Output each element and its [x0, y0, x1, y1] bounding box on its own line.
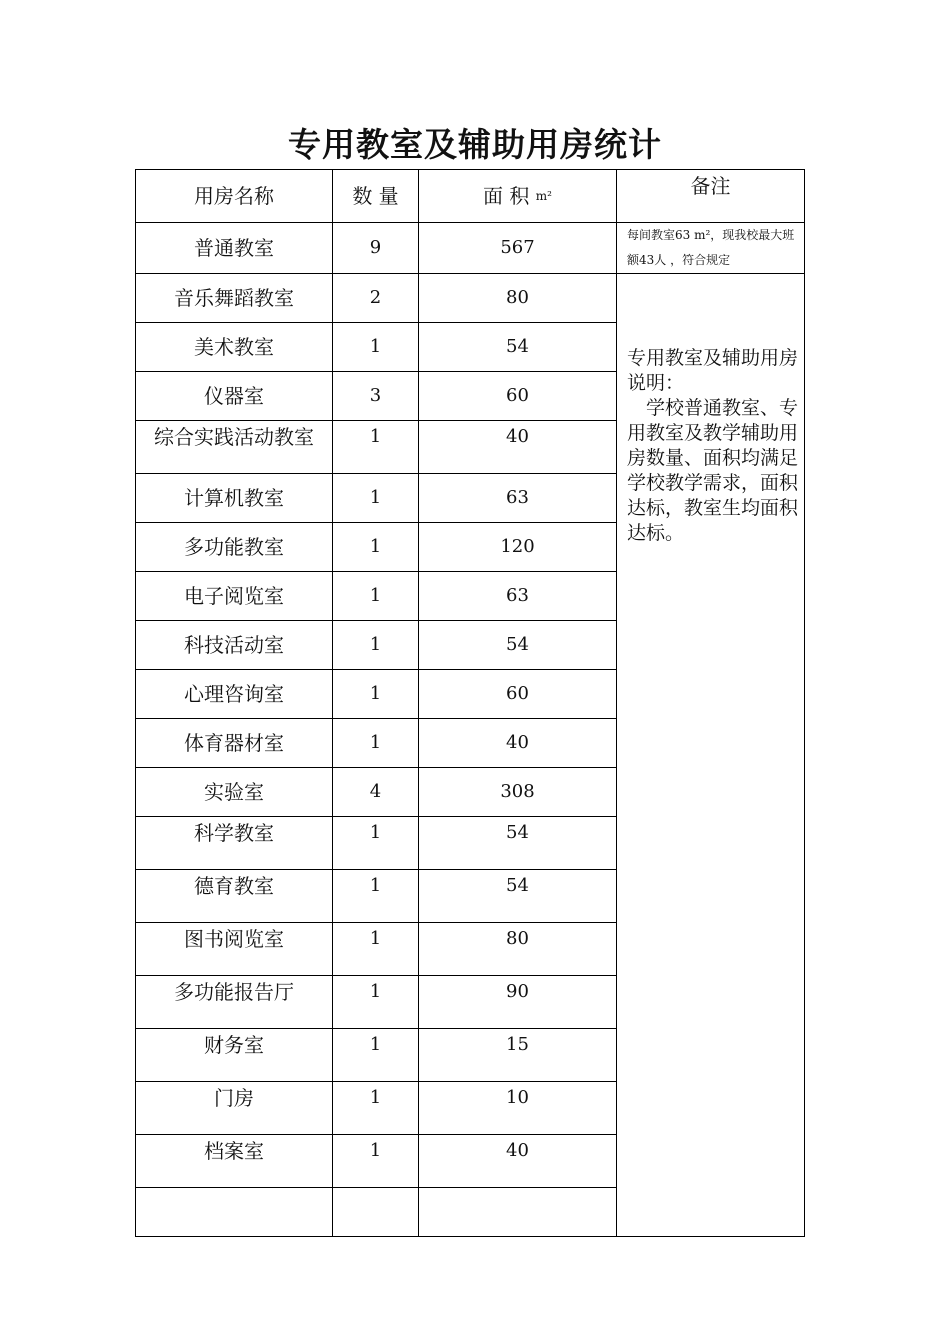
room-name-cell: 体育器材室	[136, 719, 333, 768]
room-name-cell: 财务室	[136, 1029, 333, 1082]
room-area-cell: 15	[419, 1029, 617, 1082]
room-count-cell: 1	[333, 923, 419, 976]
room-area-cell: 63	[419, 474, 617, 523]
room-count-cell: 1	[333, 976, 419, 1029]
room-name-cell: 科技活动室	[136, 621, 333, 670]
room-area-cell: 60	[419, 372, 617, 421]
room-name-cell	[136, 1188, 333, 1237]
room-count-cell	[333, 1188, 419, 1237]
header-note: 备注	[617, 170, 805, 223]
header-count: 数 量	[333, 170, 419, 223]
room-name-cell: 心理咨询室	[136, 670, 333, 719]
room-count-cell: 1	[333, 474, 419, 523]
header-area-label: 面 积	[483, 184, 530, 208]
room-area-cell: 80	[419, 274, 617, 323]
header-room-name: 用房名称	[136, 170, 333, 223]
room-count-cell: 1	[333, 670, 419, 719]
room-name-cell: 多功能教室	[136, 523, 333, 572]
room-count-cell: 3	[333, 372, 419, 421]
room-count-cell: 1	[333, 572, 419, 621]
room-name-cell: 普通教室	[136, 223, 333, 274]
table-header-row	[136, 170, 805, 223]
summary-note-heading: 专用教室及辅助用房说明：	[627, 347, 799, 394]
table-row	[136, 274, 805, 323]
table-row	[136, 223, 805, 274]
room-count-cell: 1	[333, 323, 419, 372]
room-count-cell: 1	[333, 870, 419, 923]
room-name-cell: 图书阅览室	[136, 923, 333, 976]
room-area-cell: 54	[419, 817, 617, 870]
room-area-cell: 90	[419, 976, 617, 1029]
room-area-cell: 308	[419, 768, 617, 817]
room-stats-table	[135, 169, 805, 1237]
room-count-cell: 1	[333, 1135, 419, 1188]
room-area-cell: 60	[419, 670, 617, 719]
room-name-cell: 音乐舞蹈教室	[136, 274, 333, 323]
room-area-cell: 40	[419, 1135, 617, 1188]
room-count-cell: 9	[333, 223, 419, 274]
room-name-cell: 电子阅览室	[136, 572, 333, 621]
room-area-cell: 63	[419, 572, 617, 621]
classroom-note-cell: 每间教室63 m²，现我校最大班额43人 ，符合规定	[617, 223, 805, 274]
room-count-cell: 1	[333, 1082, 419, 1135]
room-name-cell: 美术教室	[136, 323, 333, 372]
room-name-cell: 多功能报告厅	[136, 976, 333, 1029]
room-count-cell: 1	[333, 1029, 419, 1082]
header-area-unit: m²	[535, 189, 552, 203]
room-name-cell: 档案室	[136, 1135, 333, 1188]
room-count-cell: 1	[333, 523, 419, 572]
room-area-cell: 54	[419, 621, 617, 670]
page-title: 专用教室及辅助用房统计	[288, 125, 662, 164]
room-area-cell: 80	[419, 923, 617, 976]
room-area-cell: 54	[419, 870, 617, 923]
room-name-cell: 实验室	[136, 768, 333, 817]
room-area-cell: 567	[419, 223, 617, 274]
header-area	[419, 170, 617, 223]
room-count-cell: 1	[333, 817, 419, 870]
room-count-cell: 1	[333, 621, 419, 670]
room-name-cell: 门房	[136, 1082, 333, 1135]
room-name-cell: 德育教室	[136, 870, 333, 923]
summary-note-cell	[617, 274, 805, 1237]
room-area-cell: 54	[419, 323, 617, 372]
room-area-cell: 40	[419, 421, 617, 474]
room-area-cell	[419, 1188, 617, 1237]
room-name-cell: 科学教室	[136, 817, 333, 870]
room-area-cell: 10	[419, 1082, 617, 1135]
room-count-cell: 1	[333, 421, 419, 474]
room-count-cell: 2	[333, 274, 419, 323]
summary-note-body: 学校普通教室、专用教室及教学辅助用房数量、面积均满足学校教学需求，面积达标，教室生均面积达标。	[627, 397, 799, 544]
room-name-cell: 计算机教室	[136, 474, 333, 523]
room-area-cell: 120	[419, 523, 617, 572]
room-count-cell: 1	[333, 719, 419, 768]
room-area-cell: 40	[419, 719, 617, 768]
room-count-cell: 4	[333, 768, 419, 817]
room-name-cell: 仪器室	[136, 372, 333, 421]
room-name-cell: 综合实践活动教室	[136, 421, 333, 474]
